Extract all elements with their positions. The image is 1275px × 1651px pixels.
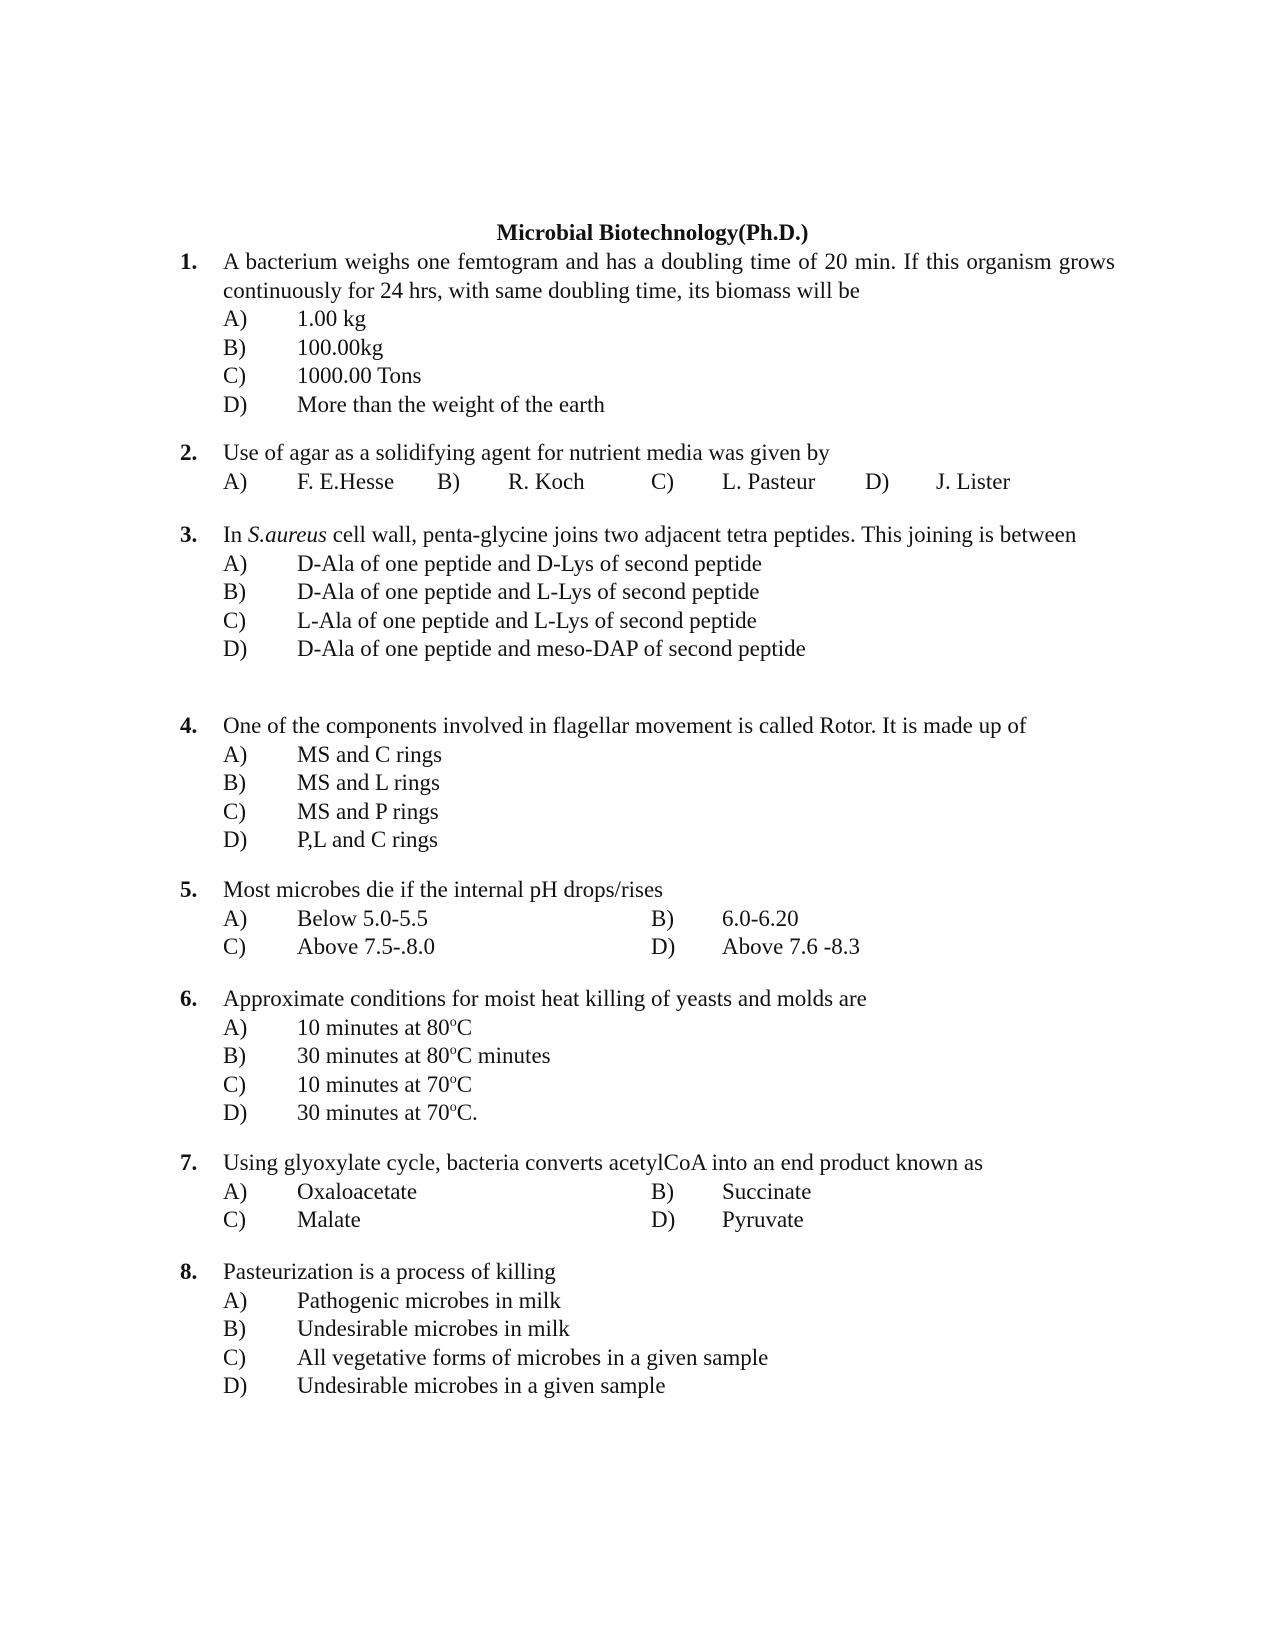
- option-c: [223, 362, 1115, 391]
- question-text: Pasteurization is a process of killing: [223, 1259, 556, 1284]
- question-text: Most microbes die if the internal pH drops/rises: [223, 877, 664, 902]
- option-text: P,L and C rings: [297, 827, 438, 852]
- option-d: [223, 1372, 1115, 1401]
- option-b: [223, 334, 1115, 363]
- degree-symbol: o: [449, 1100, 457, 1115]
- option-d: [223, 391, 1115, 420]
- question-number: 6.: [180, 986, 198, 1011]
- option-label: B): [223, 770, 246, 795]
- question-number: 8.: [180, 1259, 198, 1284]
- option-a: [223, 550, 1115, 579]
- option-label: C): [223, 934, 246, 959]
- question-text-start: In: [223, 522, 248, 547]
- option-b: [223, 1315, 1115, 1344]
- option-text: [297, 1014, 472, 1043]
- question-1: [180, 248, 1115, 419]
- option-text: 1000.00 Tons: [297, 363, 422, 388]
- option-c: [223, 607, 1115, 636]
- option-text: D-Ala of one peptide and L-Lys of second peptide: [297, 579, 760, 604]
- question-number: 7.: [180, 1150, 198, 1175]
- option-c: [223, 1344, 1115, 1373]
- option-text-unit: C: [456, 1014, 473, 1040]
- option-c: [223, 1071, 1115, 1100]
- option-label: D): [223, 636, 248, 661]
- option-text-main: 10 minutes at 80: [297, 1014, 450, 1040]
- option-text-unit: C: [456, 1071, 473, 1097]
- question-6: [180, 985, 1115, 1128]
- question-text: Using glyoxylate cycle, bacteria converts acetylCoA into an end product known as: [223, 1150, 984, 1175]
- option-label: C): [223, 363, 246, 388]
- organism-name: S.aureus: [247, 522, 327, 547]
- option-a: [223, 1287, 1115, 1316]
- option-text-unit: C.: [456, 1100, 478, 1125]
- option-label: B): [223, 334, 246, 360]
- question-number: 1.: [180, 249, 198, 274]
- option-label: C): [223, 1344, 246, 1370]
- option-text-main: 30 minutes at 80: [297, 1043, 450, 1068]
- option-text: Below 5.0-5.5: [297, 905, 428, 931]
- option-text: R. Koch: [508, 468, 585, 494]
- option-b: [223, 578, 1115, 607]
- option-row: [223, 468, 1115, 497]
- option-row: [223, 1206, 1115, 1235]
- option-label: B): [223, 579, 246, 604]
- option-label: C): [651, 468, 674, 494]
- option-text: D-Ala of one peptide and meso-DAP of second peptide: [297, 636, 806, 661]
- question-text: [223, 521, 1115, 550]
- option-d: [223, 826, 1115, 855]
- option-label: A): [223, 468, 248, 494]
- question-text: A bacterium weighs one femtogram and has a doubling time of 20 min. If this organism grows continuously for 24 hrs, with same doubling time, its biomass will be: [223, 249, 1115, 303]
- option-label: B): [437, 468, 460, 494]
- option-label: A): [223, 550, 248, 576]
- option-a: [223, 305, 1115, 334]
- option-label: D): [223, 1373, 248, 1398]
- option-label: C): [223, 798, 246, 824]
- option-label: D): [865, 468, 890, 494]
- question-number: 2.: [180, 440, 198, 465]
- degree-symbol: o: [449, 1043, 457, 1058]
- option-text: [297, 1071, 472, 1100]
- option-label: A): [223, 1287, 248, 1313]
- option-text: [297, 1042, 551, 1071]
- option-label: A): [223, 306, 248, 331]
- option-b: [223, 1042, 1115, 1071]
- question-text: One of the components involved in flagellar movement is called Rotor. It is made up of: [223, 713, 1027, 738]
- option-row: [223, 1178, 1115, 1207]
- option-text: All vegetative forms of microbes in a given sample: [297, 1344, 769, 1370]
- option-text: Oxaloacetate: [297, 1178, 418, 1204]
- question-7: [180, 1149, 1115, 1235]
- option-a: [223, 1014, 1115, 1043]
- option-label: A): [223, 1178, 248, 1204]
- option-text: L. Pasteur: [722, 468, 816, 494]
- option-text: MS and C rings: [297, 741, 443, 767]
- option-text: MS and L rings: [297, 770, 440, 795]
- option-text: 100.00kg: [297, 334, 384, 360]
- question-number: 5.: [180, 877, 198, 902]
- option-row: [223, 905, 1115, 934]
- option-text-main: 10 minutes at 70: [297, 1071, 450, 1097]
- option-text: [297, 1099, 478, 1128]
- option-text: F. E.Hesse: [297, 468, 395, 494]
- option-text: Succinate: [722, 1178, 812, 1204]
- option-label: A): [223, 905, 248, 931]
- question-4: [180, 712, 1115, 855]
- option-label: B): [223, 1316, 246, 1341]
- option-label: D): [651, 934, 676, 959]
- question-number: 3.: [180, 522, 198, 547]
- option-label: D): [223, 827, 248, 852]
- option-row: [223, 933, 1115, 962]
- question-text: Approximate conditions for moist heat killing of yeasts and molds are: [223, 986, 867, 1011]
- option-label: C): [223, 1207, 246, 1232]
- question-2: [180, 439, 1115, 496]
- option-text: L-Ala of one peptide and L-Lys of second peptide: [297, 607, 757, 633]
- option-label: B): [651, 905, 674, 931]
- option-label: A): [223, 741, 248, 767]
- option-text: Above 7.5-.8.0: [297, 934, 435, 959]
- question-3: [180, 521, 1115, 664]
- option-text: More than the weight of the earth: [297, 391, 605, 417]
- option-label: B): [651, 1178, 674, 1204]
- option-text: 1.00 kg: [297, 306, 366, 331]
- question-8: [180, 1258, 1115, 1401]
- option-label: A): [223, 1014, 248, 1040]
- degree-symbol: o: [449, 1071, 457, 1087]
- option-text: Malate: [297, 1207, 361, 1232]
- option-text: Pathogenic microbes in milk: [297, 1287, 561, 1313]
- option-text-unit: C minutes: [456, 1043, 551, 1068]
- option-text: Undesirable microbes in milk: [297, 1316, 570, 1341]
- option-text: D-Ala of one peptide and D-Lys of second peptide: [297, 550, 762, 576]
- question-number: 4.: [180, 713, 198, 738]
- option-text: Above 7.6 -8.3: [722, 934, 860, 959]
- option-text: J. Lister: [936, 468, 1011, 494]
- option-text-main: 30 minutes at 70: [297, 1100, 450, 1125]
- page-title: Microbial Biotechnology(Ph.D.): [496, 220, 809, 245]
- question-text: Use of agar as a solidifying agent for nutrient media was given by: [223, 440, 830, 465]
- option-text: Pyruvate: [722, 1207, 804, 1232]
- option-d: [223, 635, 1115, 664]
- option-label: C): [223, 607, 246, 633]
- option-label: D): [223, 391, 248, 417]
- option-label: B): [223, 1043, 246, 1068]
- option-a: [223, 741, 1115, 770]
- degree-symbol: o: [449, 1014, 457, 1030]
- option-label: C): [223, 1071, 246, 1097]
- option-label: D): [651, 1207, 676, 1232]
- option-d: [223, 1099, 1115, 1128]
- option-text: Undesirable microbes in a given sample: [297, 1373, 666, 1398]
- option-label: D): [223, 1100, 248, 1125]
- option-text: 6.0-6.20: [722, 905, 799, 931]
- option-b: [223, 769, 1115, 798]
- question-5: [180, 876, 1115, 962]
- question-text-end: cell wall, penta-glycine joins two adjacent tetra peptides. This joining is between: [326, 522, 1077, 547]
- option-text: MS and P rings: [297, 798, 439, 824]
- option-c: [223, 798, 1115, 827]
